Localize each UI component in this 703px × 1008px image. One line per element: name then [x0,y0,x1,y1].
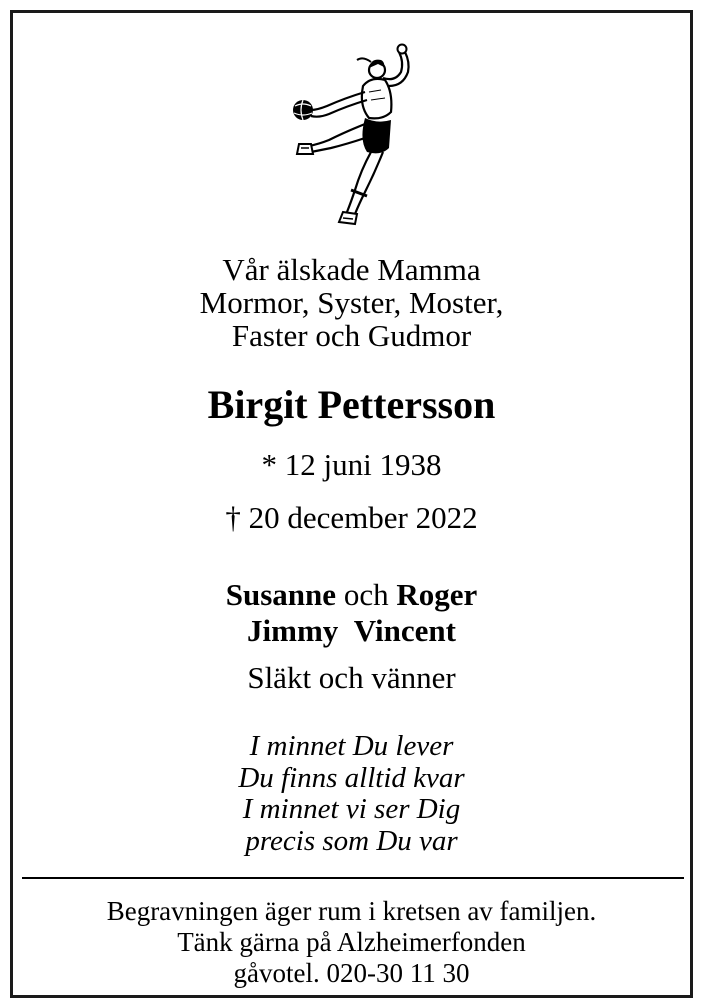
family-name: Jimmy [247,613,339,648]
footer-line: Begravningen äger rum i kretsen av familjen. [106,896,597,926]
intro-text [0,253,703,352]
intro-line: Faster och Gudmor [231,318,472,353]
relatives-text: Släkt och vänner [247,660,456,695]
family-name: Susanne [225,577,337,612]
family-line-1 [0,577,703,613]
memorial-poem [0,731,703,857]
footer-line: Tänk gärna på Alzheimerfonden [177,927,526,957]
divider [22,877,684,879]
intro-line: Vår älskade Mamma [222,252,481,287]
intro-line: Mormor, Syster, Moster, [199,285,504,320]
family-line-2 [0,613,703,649]
handball-player-icon [285,40,425,230]
poem-line: precis som Du var [245,824,458,857]
footer-line: gåvotel. 020-30 11 30 [233,958,470,988]
family-connector: och [336,577,397,612]
family-name: Vincent [353,613,456,648]
funeral-info [0,896,703,989]
deceased-name: Birgit Pettersson [207,382,496,427]
poem-line: Du finns alltid kvar [238,761,465,794]
poem-line: I minnet Du lever [249,730,454,762]
family-name: Roger [396,577,478,612]
death-date: † 20 december 2022 [225,500,478,535]
poem-line: I minnet vi ser Dig [242,793,461,825]
birth-date: * 12 juni 1938 [261,447,442,482]
family-names [0,577,703,649]
